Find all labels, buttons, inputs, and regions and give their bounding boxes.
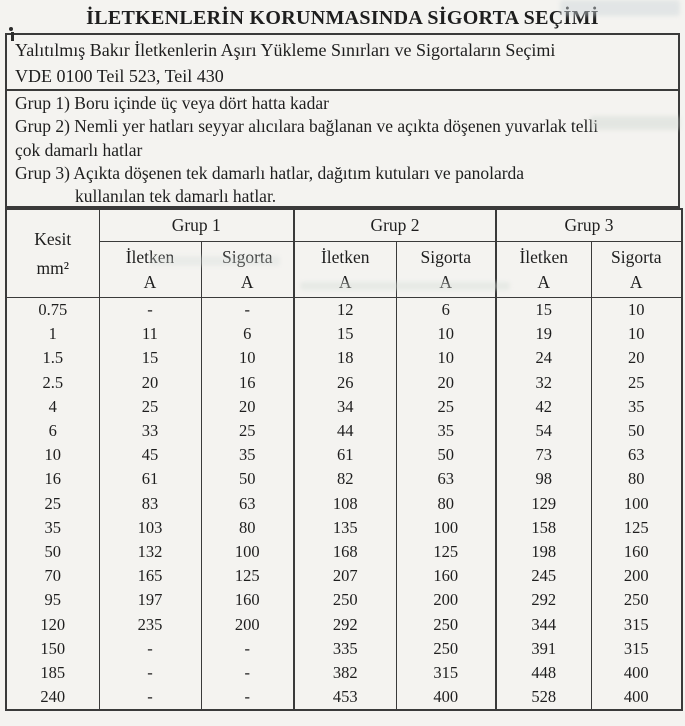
table-row [6,661,682,685]
value-cell: 19 [496,322,591,346]
intro-box [5,33,680,89]
header-sigorta-label: Sigorta [610,246,662,267]
value-cell: 250 [591,588,682,612]
value-cell: 80 [396,492,496,516]
value-cell: 63 [396,467,496,491]
header-grup2-sigorta [396,242,496,298]
header-grup-1: Grup 1 [99,209,294,242]
value-cell: 50 [591,419,682,443]
header-grup3-sigorta [591,242,682,298]
intro-line-1: Yalıtılmış Bakır İletkenlerin Aşırı Yükleme Sınırları ve Sigortaların Seçimi [15,40,556,60]
value-cell: 160 [591,540,682,564]
value-cell: 20 [201,395,294,419]
header-grup1-sigorta [201,242,294,298]
header-sigorta-label: Sigorta [221,246,273,267]
header-unit-label: A [143,271,157,292]
value-cell: 315 [591,612,682,636]
value-cell: 15 [294,322,396,346]
value-cell: 315 [396,661,496,685]
value-cell: 125 [201,564,294,588]
value-cell: 160 [396,564,496,588]
header-unit-label: A [537,271,551,292]
value-cell: 103 [99,516,201,540]
table-row [6,322,682,346]
value-cell: 160 [201,588,294,612]
value-cell: 50 [396,443,496,467]
value-cell: 200 [591,564,682,588]
value-cell: - [99,298,201,323]
header-grup2-iletken [294,242,396,298]
value-cell: 80 [201,516,294,540]
group-3-description: Grup 3) Açıkta döşenen tek damarlı hatlar, dağıtım kutuları ve panolarda [15,162,525,183]
value-cell: - [201,661,294,685]
value-cell: 25 [201,419,294,443]
groups-box [5,89,680,208]
table-row [6,637,682,661]
table-row [6,540,682,564]
kesit-cell: 1.5 [6,346,99,370]
group-1-description: Grup 1) Boru içinde üç veya dört hatta kadar [15,93,329,113]
kesit-cell: 10 [6,443,99,467]
value-cell: 129 [496,492,591,516]
value-cell: 20 [591,346,682,370]
header-sigorta-label: Sigorta [420,246,472,267]
table-row [6,346,682,370]
value-cell: 42 [496,395,591,419]
header-iletken-label: İletken [125,246,175,267]
table-row [6,564,682,588]
header-unit-label: A [240,271,254,292]
value-cell: 400 [591,661,682,685]
group-2-description-cont: çok damarlı hatlar [15,139,143,160]
kesit-cell: 95 [6,588,99,612]
header-grup-2: Grup 2 [294,209,496,242]
value-cell: 453 [294,685,396,710]
kesit-cell: 2.5 [6,371,99,395]
kesit-cell: 0.75 [6,298,99,323]
value-cell: 10 [201,346,294,370]
value-cell: 6 [396,298,496,323]
kesit-cell: 25 [6,492,99,516]
value-cell: 63 [201,492,294,516]
kesit-cell: 16 [6,467,99,491]
value-cell: 63 [591,443,682,467]
value-cell: 165 [99,564,201,588]
value-cell: 200 [396,588,496,612]
header-iletken-label: İletken [320,246,370,267]
value-cell: 35 [396,419,496,443]
value-cell: 100 [201,540,294,564]
value-cell: 83 [99,492,201,516]
value-cell: 197 [99,588,201,612]
value-cell: 61 [294,443,396,467]
header-unit-label: A [629,271,643,292]
value-cell: 100 [396,516,496,540]
group-2-description: Grup 2) Nemli yer hatları seyyar alıcılara bağlanan ve açıkta döşenen yuvarlak telli [15,116,599,137]
value-cell: 382 [294,661,396,685]
value-cell: 34 [294,395,396,419]
value-cell: 135 [294,516,396,540]
value-cell: 292 [294,612,396,636]
value-cell: 250 [396,612,496,636]
kesit-cell: 185 [6,661,99,685]
table-row [6,419,682,443]
value-cell: - [201,637,294,661]
value-cell: - [201,685,294,710]
value-cell: 400 [396,685,496,710]
header-grup-3: Grup 3 [496,209,682,242]
kesit-cell: 4 [6,395,99,419]
value-cell: 61 [99,467,201,491]
value-cell: 207 [294,564,396,588]
value-cell: 73 [496,443,591,467]
value-cell: 33 [99,419,201,443]
table-row [6,371,682,395]
page-title: İLETKENLERİN KORUNMASINDA SİGORTA SEÇİMİ [86,7,599,29]
value-cell: 315 [591,637,682,661]
value-cell: - [99,637,201,661]
value-cell: - [201,298,294,323]
value-cell: - [99,661,201,685]
kesit-cell: 240 [6,685,99,710]
value-cell: 335 [294,637,396,661]
value-cell: 108 [294,492,396,516]
value-cell: 25 [396,395,496,419]
value-cell: 32 [496,371,591,395]
header-unit-label: A [338,271,352,292]
value-cell: 50 [201,467,294,491]
table-row [6,443,682,467]
value-cell: 11 [99,322,201,346]
value-cell: 292 [496,588,591,612]
value-cell: 20 [396,371,496,395]
kesit-cell: 50 [6,540,99,564]
value-cell: 100 [591,492,682,516]
header-kesit [6,209,99,298]
table-row [6,395,682,419]
value-cell: 528 [496,685,591,710]
value-cell: 45 [99,443,201,467]
value-cell: 25 [591,371,682,395]
table-row [6,516,682,540]
value-cell: 26 [294,371,396,395]
value-cell: 198 [496,540,591,564]
fuse-selection-table [5,208,683,711]
table-row [6,467,682,491]
value-cell: 82 [294,467,396,491]
value-cell: 400 [591,685,682,710]
value-cell: 24 [496,346,591,370]
value-cell: 16 [201,371,294,395]
value-cell: 250 [294,588,396,612]
value-cell: 344 [496,612,591,636]
value-cell: 35 [201,443,294,467]
value-cell: 35 [591,395,682,419]
kesit-cell: 1 [6,322,99,346]
value-cell: 18 [294,346,396,370]
value-cell: 25 [99,395,201,419]
table-row [6,685,682,710]
value-cell: 245 [496,564,591,588]
header-kesit-label: Kesit [34,228,72,249]
kesit-cell: 6 [6,419,99,443]
value-cell: 12 [294,298,396,323]
value-cell: - [99,685,201,710]
value-cell: 158 [496,516,591,540]
kesit-cell: 70 [6,564,99,588]
value-cell: 235 [99,612,201,636]
value-cell: 98 [496,467,591,491]
kesit-cell: 120 [6,612,99,636]
value-cell: 448 [496,661,591,685]
value-cell: 132 [99,540,201,564]
header-grup3-iletken [496,242,591,298]
value-cell: 391 [496,637,591,661]
table-row [6,612,682,636]
value-cell: 20 [99,371,201,395]
table-body [6,298,682,711]
value-cell: 125 [591,516,682,540]
kesit-cell: 150 [6,637,99,661]
header-kesit-unit: mm² [36,257,69,278]
value-cell: 54 [496,419,591,443]
value-cell: 125 [396,540,496,564]
value-cell: 10 [591,298,682,323]
value-cell: 44 [294,419,396,443]
value-cell: 10 [396,322,496,346]
table-row [6,492,682,516]
header-unit-label: A [439,271,453,292]
value-cell: 10 [396,346,496,370]
value-cell: 6 [201,322,294,346]
value-cell: 15 [99,346,201,370]
value-cell: 250 [396,637,496,661]
kesit-cell: 35 [6,516,99,540]
table-row [6,298,682,323]
value-cell: 15 [496,298,591,323]
value-cell: 80 [591,467,682,491]
table-row [6,588,682,612]
value-cell: 10 [591,322,682,346]
header-grup1-iletken [99,242,201,298]
value-cell: 168 [294,540,396,564]
header-iletken-label: İletken [519,246,569,267]
group-3-description-cont: kullanılan tek damarlı hatlar. [75,186,277,207]
intro-line-2: VDE 0100 Teil 523, Teil 430 [15,66,224,86]
value-cell: 200 [201,612,294,636]
